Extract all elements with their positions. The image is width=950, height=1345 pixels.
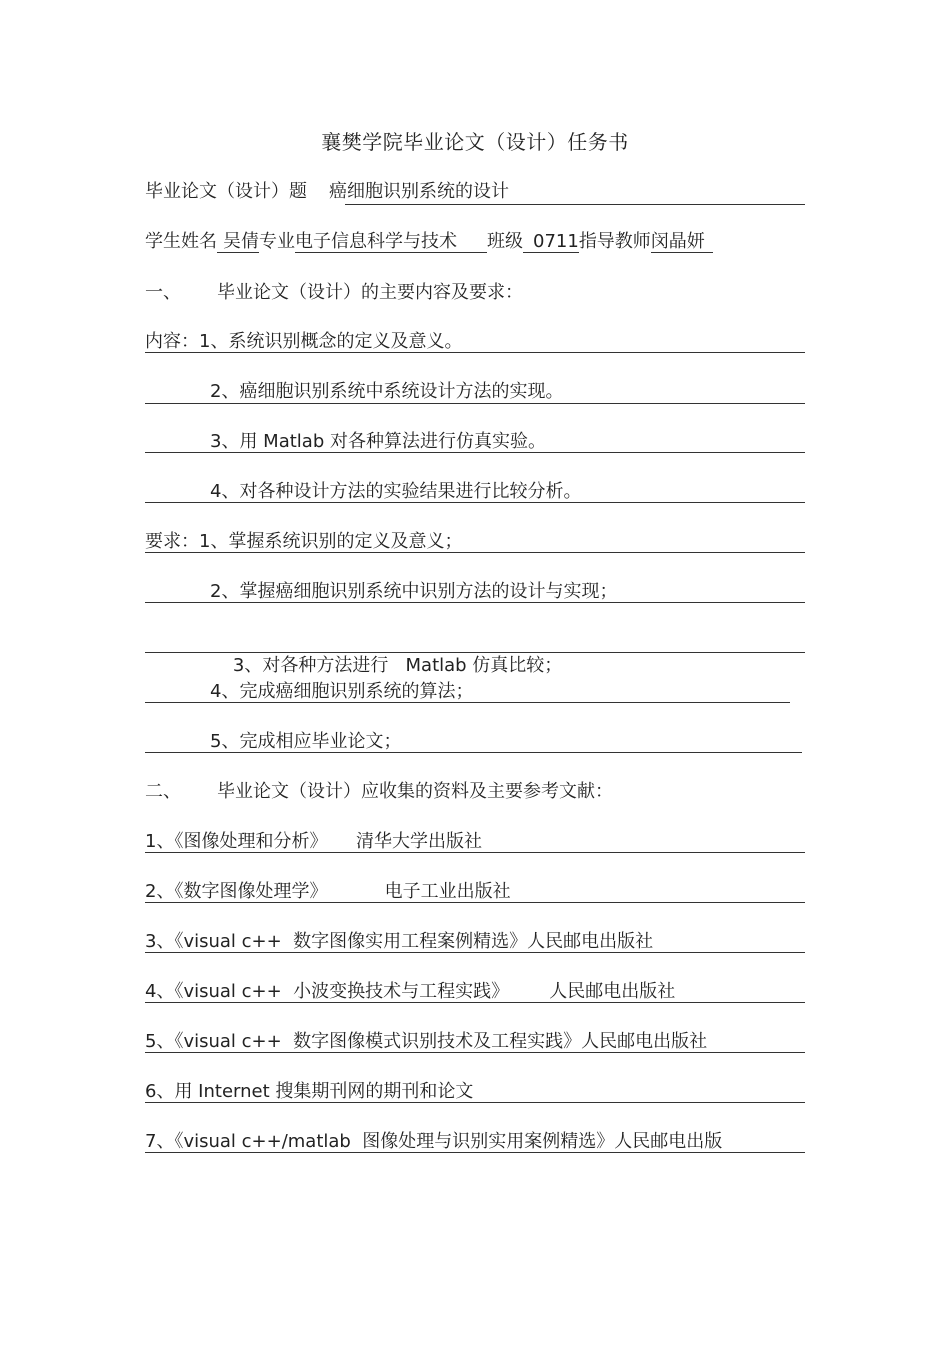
topic-underline bbox=[345, 204, 805, 205]
content-item: 2、癌细胞识别系统中系统设计方法的实现。 bbox=[210, 381, 564, 402]
req-item: 4、完成癌细胞识别系统的算法； bbox=[210, 681, 474, 702]
reference-item: 7、《visual c++/matlab 图像处理与识别实用案例精选》人民邮电出版 bbox=[145, 1131, 723, 1152]
content-item: 3、用 Matlab 对各种算法进行仿真实验。 bbox=[210, 431, 546, 452]
reference-item: 3、《visual c++ 数字图像实用工程案例精选》人民邮电出版社 bbox=[145, 931, 654, 952]
major-label: 专业 bbox=[259, 231, 295, 252]
class-value: 0711 bbox=[533, 231, 579, 252]
topic-line bbox=[145, 180, 509, 204]
section1-heading bbox=[145, 281, 523, 305]
content-item: 内容：1、系统识别概念的定义及意义。 bbox=[145, 331, 463, 352]
content-label: 内容： bbox=[145, 331, 199, 352]
section1-number: 一、 bbox=[145, 282, 181, 303]
student-line bbox=[145, 230, 713, 254]
section1-title: 毕业论文（设计）的主要内容及要求： bbox=[217, 282, 523, 303]
reference-item: 4、《visual c++ 小波变换技术与工程实践》 人民邮电出版社 bbox=[145, 981, 676, 1002]
section2-title: 毕业论文（设计）应收集的资料及主要参考文献： bbox=[217, 781, 613, 802]
document-title: 襄樊学院毕业论文（设计）任务书 bbox=[321, 130, 629, 154]
reference-item: 1、《图像处理和分析》 清华大学出版社 bbox=[145, 831, 483, 852]
req-item: 要求：1、掌握系统识别的定义及意义； bbox=[145, 531, 463, 552]
class-label: 班级 bbox=[487, 231, 523, 252]
student-label: 学生姓名 bbox=[145, 231, 217, 252]
advisor-value: 闵晶妍 bbox=[650, 231, 705, 252]
content-item: 4、对各种设计方法的实验结果进行比较分析。 bbox=[210, 481, 582, 502]
req-item: 5、完成相应毕业论文； bbox=[210, 731, 402, 752]
reference-item: 2、《数字图像处理学》 电子工业出版社 bbox=[145, 881, 511, 902]
topic-value: 癌细胞识别系统的设计 bbox=[329, 181, 509, 202]
major-value: 电子信息科学与技术 bbox=[295, 231, 457, 252]
req-label: 要求： bbox=[145, 531, 199, 552]
topic-label: 毕业论文（设计）题 bbox=[145, 181, 307, 202]
req-item: 3、对各种方法进行 Matlab 仿真比较； bbox=[232, 655, 563, 676]
reference-item: 5、《visual c++ 数字图像模式识别技术及工程实践》人民邮电出版社 bbox=[145, 1031, 708, 1052]
advisor-label: 指导教师 bbox=[578, 231, 651, 252]
section2-number: 二、 bbox=[145, 781, 181, 802]
req-item: 2、掌握癌细胞识别系统中识别方法的设计与实现； bbox=[210, 581, 618, 602]
student-name: 吴倩 bbox=[223, 231, 259, 252]
reference-item: 6、用 Internet 搜集期刊网的期刊和论文 bbox=[145, 1081, 474, 1102]
section2-heading bbox=[145, 780, 613, 804]
